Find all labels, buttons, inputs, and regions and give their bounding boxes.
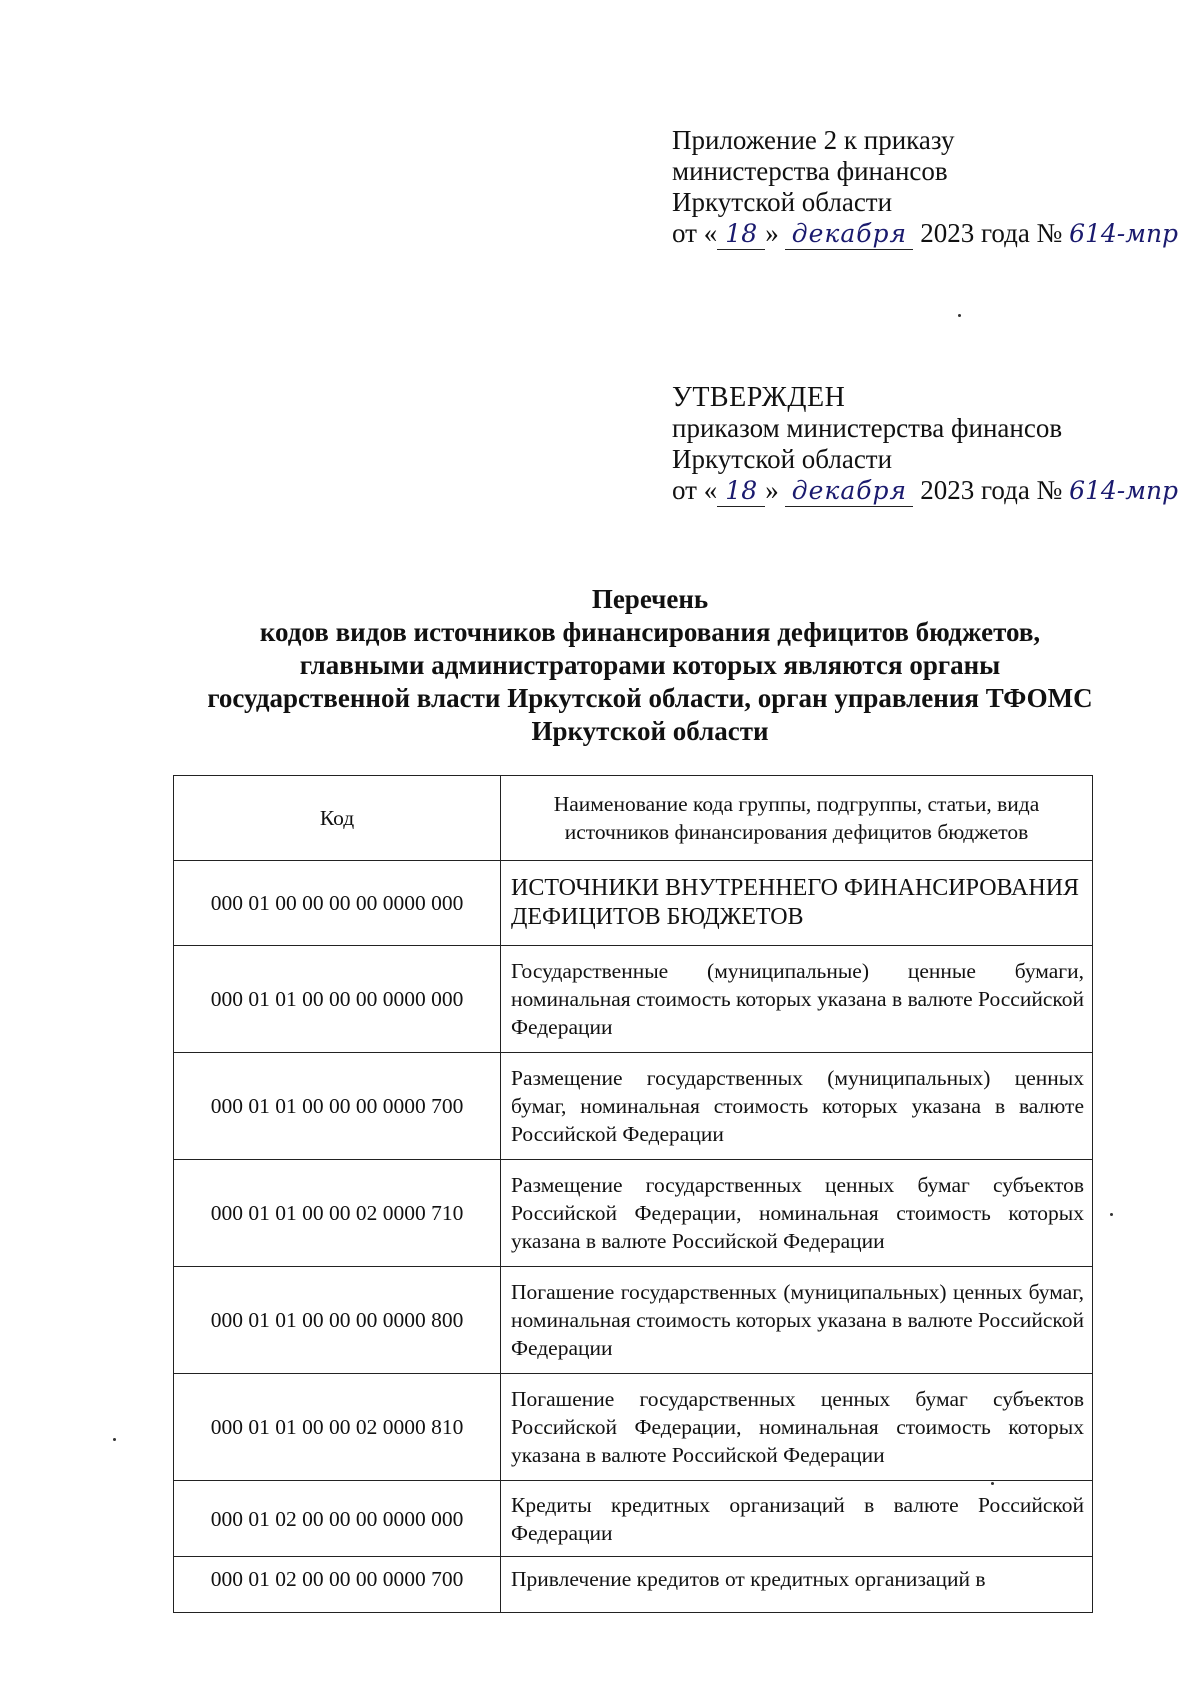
approval-line-2: Иркутской области (672, 444, 893, 474)
table-row (174, 1374, 1093, 1481)
table-header-row (174, 776, 1093, 861)
table-row (174, 861, 1093, 946)
row-name: Кредиты кредитных организаций в валюте Российской Федерации (501, 1481, 1093, 1557)
quote-close: » (765, 218, 779, 248)
row-code: 000 01 01 00 00 00 0000 000 (174, 946, 501, 1053)
appendix-block (672, 125, 1199, 250)
row-code: 000 01 01 00 00 00 0000 700 (174, 1053, 501, 1160)
handwritten-day: 18 (717, 218, 765, 250)
appendix-line-2: министерства финансов (672, 156, 948, 186)
codes-table (173, 775, 1093, 1613)
date-prefix: от « (672, 218, 718, 248)
row-code: 000 01 01 00 00 02 0000 810 (174, 1374, 501, 1481)
title-line-3: главными администраторами которых являются органы (299, 650, 1001, 680)
title-line-4: государственной власти Иркутской области, орган управления ТФОМС (207, 683, 1093, 713)
table-row (174, 1481, 1093, 1557)
row-name: Размещение государственных (муниципальных) ценных бумаг, номинальная стоимость которых указана в валюте Российской Федерации (501, 1053, 1093, 1160)
row-code: 000 01 00 00 00 00 0000 000 (174, 861, 501, 946)
appendix-line-1: Приложение 2 к приказу (672, 125, 955, 155)
row-name: Размещение государственных ценных бумаг субъектов Российской Федерации, номинальная стоимость которых указана в валюте Российской Федерации (501, 1160, 1093, 1267)
quote-close: » (765, 475, 779, 505)
header-code: Код (174, 776, 501, 861)
table-row (174, 1053, 1093, 1160)
approval-date-line (672, 475, 1199, 507)
handwritten-order-number: 614-мпр (1069, 219, 1179, 248)
header-name: Наименование кода группы, подгруппы, статьи, вида источников финансирования дефицитов бюджетов (501, 776, 1093, 861)
date-prefix: от « (672, 475, 718, 505)
appendix-line-3: Иркутской области (672, 187, 893, 217)
handwritten-day: 18 (717, 475, 765, 507)
title-line-2: кодов видов источников финансирования дефицитов бюджетов, (259, 617, 1041, 647)
title-line-5: Иркутской области (531, 716, 769, 746)
handwritten-order-number: 614-мпр (1069, 476, 1179, 505)
scan-speck (113, 1438, 116, 1441)
row-name: ИСТОЧНИКИ ВНУТРЕННЕГО ФИНАНСИРОВАНИЯ ДЕФИЦИТОВ БЮДЖЕТОВ (501, 861, 1093, 946)
table-row (174, 1267, 1093, 1374)
row-name: Погашение государственных (муниципальных) ценных бумаг, номинальная стоимость которых указана в валюте Российской Федерации (501, 1267, 1093, 1374)
scan-speck (991, 1482, 994, 1485)
row-code: 000 01 02 00 00 00 0000 000 (174, 1481, 501, 1557)
appendix-date-line (672, 218, 1199, 250)
table-row (174, 946, 1093, 1053)
year-text: 2023 года № (920, 475, 1063, 505)
row-code: 000 01 02 00 00 00 0000 700 (174, 1557, 501, 1613)
row-name: Погашение государственных ценных бумаг субъектов Российской Федерации, номинальная стоимость которых указана в валюте Российской Федерации (501, 1374, 1093, 1481)
scan-speck (958, 314, 961, 317)
row-code: 000 01 01 00 00 00 0000 800 (174, 1267, 501, 1374)
table-row (174, 1557, 1093, 1613)
year-text: 2023 года № (920, 218, 1063, 248)
table-row (174, 1160, 1093, 1267)
row-name: Государственные (муниципальные) ценные бумаги, номинальная стоимость которых указана в валюте Российской Федерации (501, 946, 1093, 1053)
row-name: Привлечение кредитов от кредитных организаций в (501, 1557, 1093, 1613)
approval-heading: УТВЕРЖДЕН (672, 382, 846, 413)
approval-line-1: приказом министерства финансов (672, 413, 1063, 443)
approval-block (672, 382, 1199, 507)
handwritten-month: декабря (785, 218, 913, 250)
handwritten-month: декабря (785, 475, 913, 507)
scan-speck (1110, 1213, 1113, 1216)
document-title (120, 583, 1180, 748)
row-code: 000 01 01 00 00 02 0000 710 (174, 1160, 501, 1267)
title-line-1: Перечень (591, 584, 709, 614)
